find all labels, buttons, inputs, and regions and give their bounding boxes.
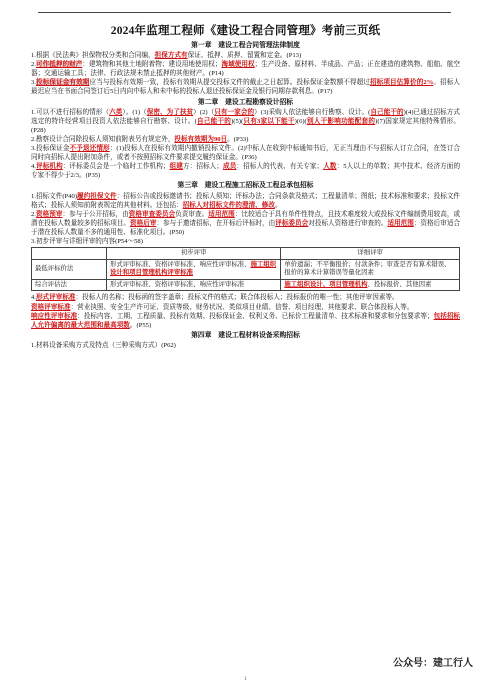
table-cell: 形式评审标准、资格评审标准、响应性评审标准、施工组织设计和项目管理机构评审标准 [107, 259, 281, 279]
table-header-initial-review: 初步评审 [107, 248, 281, 260]
chapter-4-heading: 第四章 建设工程材料设备采购招标 [191, 331, 300, 339]
top-rule [38, 12, 451, 13]
table-header-row [32, 248, 460, 260]
chapter-3-heading: 第三章 建设工程施工招标及工程总承包招标 [177, 182, 314, 190]
footer-account-label: 公众号：建工行人 [393, 658, 473, 669]
ch3-qualification-criteria: 资格评审标准：营业执照、安全生产许可证、资质等级、财务状况、类似项目业绩、信誉、项目经理、其他要求、联合体投标人等。 [31, 303, 414, 311]
ch1-item-2: 2.可作抵押的财产：建筑物和其他土地附着物；建设用地使用权；海域使用权；生产设备、原材料、半成品、产品；正在建造的建筑物、船舶、航空器；交通运输工具；法律、行政法规未禁止抵押的其他财产。(P14) [31, 61, 461, 78]
table-row-label: 综合评估法 [32, 279, 107, 291]
page-number: 1 [244, 676, 247, 682]
table-cell: 施工组织设计、项目管理机构、投标报价、其他因素 [281, 279, 460, 291]
ch3-item-1: 1.招标文件(P40)履约担保文件：招标公告或投标邀请书；投标人须知；评标办法；合同条款及格式；工程量清单；图纸；技术标准和要求；投标文件格式；投标人须知前附表规定的其他材料。还包括：招标人对招标文件的澄清、修改。 [31, 192, 461, 209]
table-row [32, 259, 460, 279]
ch2-item-4: 4.评标机构：评标委员会是一个临时工作机构；组建方：招标人；成员：招标人的代表、有关专家；人数：5人以上的单数；其中技术、经济方面的专家不得少于2/3。(P35) [31, 163, 461, 180]
chapter-2-heading: 第二章 建设工程勘察设计招标 [197, 98, 294, 106]
table-cell: 形式评审标准、资格评审标准、响应性评审标准 [107, 279, 281, 291]
ch3-item-2: 2.资格预审：参与于公开招标，由资格审查委员会负责审查。适用范围：比较适合于具有单件性特点，且技术难度较大或投标文件编制费用较高，或潜在投标人数量较多的招标项目。资格后审：参与于邀请招标，在开标后评标时，由评标委员会对投标人资格进行审查的。适用范围：资格后审适合于潜在投标人数量不多的通用性、标准化项目。(P50) [31, 210, 461, 236]
ch3-item-3: 3.初步评审与详细评审的内容(P54～58) [31, 237, 143, 245]
chapter-1-heading: 第一章 建设工程合同管理法律制度 [191, 42, 300, 49]
ch2-item-1: 1.可以不进行招标的情形（六类）。(1)（保密、为了扶贫）(2)（只有一家会的）(3)采购人依法能够自行勘察、设计。(自己能干的)(4)已通过招标方式选定的特许经营项目投资人依法能够自行勘察、设计。(自己能干的)(5)(只有3家以下能干)(6)(别人干影响功能配套的)(7)国家规定其他特殊情形。(P28) [31, 108, 461, 134]
table-row-label: 最低评标价法 [32, 259, 107, 279]
document-body [31, 40, 460, 350]
ch3-responsiveness-criteria: 响应性评审标准：投标内容、工期、工程质量、投标有效期、投标保证金、权利义务、已标价工程量清单、技术标准和要求和分包要求等；包括招标人允许偏离的最大范围和最高项数。(P55) [31, 312, 461, 329]
ch1-item-1: 1.根据《民法典》担保物权分类和合同编，担保方式有保证、抵押、质押、留置和定金。(P13) [31, 52, 302, 60]
ch2-item-2: 2.勘察设计合同除投标人须知前附表另有规定外，投标有效期为90日。(P33) [31, 135, 249, 143]
table-header-detailed-review: 详细评审 [281, 248, 460, 260]
ch2-item-3: 3.投标保证金不予退还情形：(1)投标人在投标有效期内撤销投标文件。(2)中标人在收到中标通知书后，无正当理由不与招标人订立合同，在签订合同时向招标人提出附加条件，或者不按照招标文件要求提交履约保证金。(P36) [31, 145, 461, 162]
table-row [32, 279, 460, 291]
table-cell: 单价遗漏；不平衡报价；付款条件；审查是否有算术错误、报价的算术计算错误等量化因素 [281, 259, 460, 279]
ch1-item-3: 3.投标保证金有效期应当与投标有效期一致，投标有效期从提交投标文件的截止之日起算。投标保证金数额不得超过招标项目估算价的2%。招标人最迟应当在书面合同签订后5日内向中标人和未中标的投标人退还投标保证金及银行同期存款利息。(P17) [31, 79, 461, 96]
document-title: 2024年监理工程师《建设工程合同管理》考前三页纸 [110, 25, 381, 37]
ch4-item-1: 1.材料设备采购方式及特点（三种采购方式）(P62) [31, 341, 176, 349]
ch3-item-4: 4.形式评审标准：投标人的名称；投标函的签字盖章；投标文件的格式；联合体投标人；投标报价的唯一性；其他评审因素等。 [31, 294, 399, 302]
review-comparison-table [31, 247, 460, 291]
table-corner-cell [32, 248, 107, 260]
